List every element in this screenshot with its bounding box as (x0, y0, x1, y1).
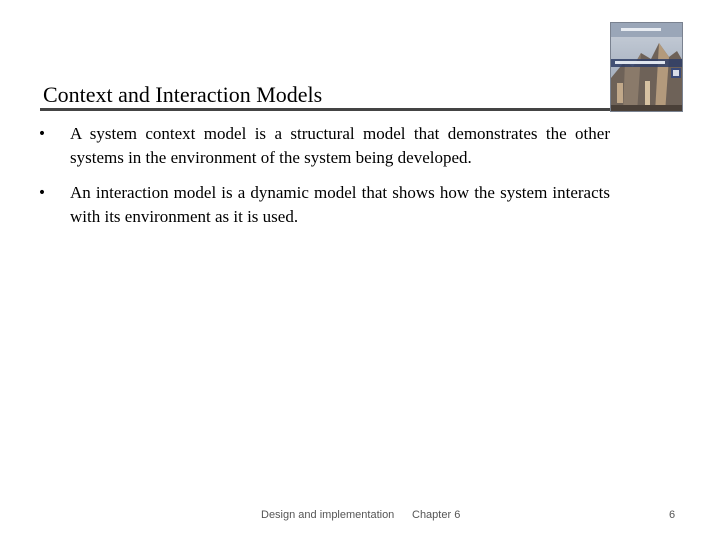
page-number: 6 (669, 509, 676, 521)
bullet-marker: • (37, 185, 47, 201)
footer-section-label: Design and implementation (261, 509, 395, 521)
bullet-item (30, 181, 610, 229)
footer-chapter-label: Chapter 6 (412, 509, 461, 521)
title-divider (40, 108, 614, 111)
bullet-list (30, 122, 610, 240)
book-cover-illustration (611, 23, 683, 112)
bullet-marker: • (37, 126, 47, 142)
book-cover-image (610, 22, 683, 112)
bullet-text: A system context model is a structural model that demonstrates the other systems in the environment of the system being developed. (70, 124, 610, 167)
bullet-text: An interaction model is a dynamic model that shows how the system interacts with its environment as it is used. (70, 183, 610, 226)
slide-title: Context and Interaction Models (43, 82, 323, 107)
bullet-item (30, 122, 610, 170)
